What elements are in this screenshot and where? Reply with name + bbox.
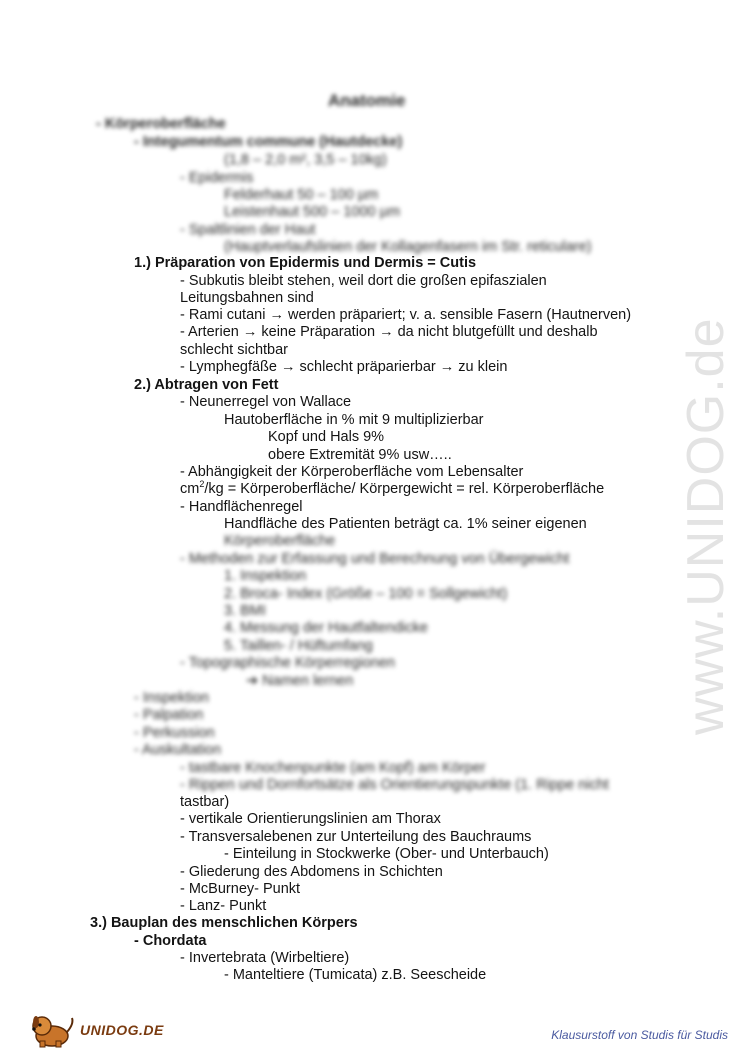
text-line: schlecht sichtbar (180, 342, 288, 358)
text-line: - vertikale Orientierungslinien am Thorax (180, 811, 441, 827)
text-line: - Inspektion (134, 690, 209, 706)
logo-text: UNIDOG.DE (80, 1022, 164, 1038)
text-line: Körperoberfläche (224, 533, 336, 549)
text-line: (1,8 – 2,0 m², 3,5 – 10kg) (224, 152, 387, 168)
text-line: - Rami cutani → werden präpariert; v. a. sensible Fasern (Hautnerven) (180, 307, 632, 323)
text-line: - Palpation (134, 707, 204, 723)
dog-mascot-icon (26, 1010, 82, 1050)
formula-rest: /kg = Körperoberfläche/ Körpergewicht = rel. Körperoberfläche (204, 481, 605, 497)
text-line: Leitungsbahnen sind (180, 290, 314, 306)
page-title: Anatomie (328, 91, 406, 110)
text-line: obere Extremität 9% usw….. (268, 447, 452, 463)
text-line: - Spaltlinien der Haut (180, 222, 316, 238)
text-line: 4. Messung der Hautfaltendicke (224, 620, 428, 636)
footer-tagline: Klausurstoff von Studis für Studis (551, 1028, 728, 1042)
text-line: - Arterien → keine Präparation → da nicht blutgefüllt und deshalb (180, 324, 598, 340)
text-line-formula (180, 481, 604, 498)
text-line: ➔ Namen lernen (246, 673, 354, 689)
text-line: Kopf und Hals 9% (268, 429, 385, 445)
text-line: Hautoberfläche in % mit 9 multiplizierbar (224, 412, 484, 428)
text-line: - Rippen und Dornfortsätze als Orientierungspunkte (1. Rippe nicht (180, 777, 609, 793)
text-line: 3. BMI (224, 603, 266, 619)
text-line: tastbar) (180, 794, 230, 810)
text-line: 2. Broca- Index (Größe – 100 = Sollgewicht) (224, 586, 508, 602)
heading-koerperoberflaeche: - Körperoberfläche (96, 116, 226, 132)
section-heading-3: 3.) Bauplan des menschlichen Körpers (90, 915, 358, 931)
text-line: - Neunerregel von Wallace (180, 394, 352, 410)
text-line: Felderhaut 50 – 100 µm (224, 187, 379, 203)
text-line: - Auskultation (134, 742, 222, 758)
unidog-logo[interactable] (26, 1010, 164, 1050)
text-line: - Gliederung des Abdomens in Schichten (180, 864, 443, 880)
text-line: - Transversalebenen zur Unterteilung des Bauchraums (180, 829, 532, 845)
text-line: - Topographische Körperregionen (180, 655, 395, 671)
text-line: - Handflächenregel (180, 499, 303, 515)
subheading-integumentum: - Integumentum commune (Hautdecke) (134, 134, 403, 150)
text-line: - Methoden zur Erfassung und Berechnung von Übergewicht (180, 551, 570, 567)
section-heading-2: 2.) Abtragen von Fett (134, 377, 279, 393)
text-line: - tastbare Knochenpunkte (am Kopf) am Körper (180, 760, 486, 776)
formula-superscript: 2 (199, 479, 205, 490)
watermark-text: www.UNIDOG.de (677, 317, 735, 735)
text-line: - Epidermis (180, 170, 254, 186)
text-line: 5. Taillen- / Hüftumfang (224, 638, 373, 654)
text-line: 1. Inspektion (224, 568, 307, 584)
text-line: - Subkutis bleibt stehen, weil dort die großen epifaszialen (180, 273, 547, 289)
text-line: - McBurney- Punkt (180, 881, 301, 897)
text-line: - Abhängigkeit der Körperoberfläche vom Lebensalter (180, 464, 524, 480)
watermark (676, 270, 736, 740)
section-heading-1: 1.) Präparation von Epidermis und Dermis = Cutis (134, 255, 477, 271)
text-line: - Lanz- Punkt (180, 898, 267, 914)
text-line: - Lymphegfäße → schlecht präparierbar → zu klein (180, 359, 508, 375)
subheading-chordata: - Chordata (134, 933, 207, 949)
text-line: - Einteilung in Stockwerke (Ober- und Unterbauch) (224, 846, 549, 862)
text-line: - Invertebrata (Wirbeltiere) (180, 950, 350, 966)
text-line: - Perkussion (134, 725, 215, 741)
text-line: Leistenhaut 500 – 1000 µm (224, 204, 401, 220)
formula-unit: cm (180, 481, 200, 497)
text-line: Handfläche des Patienten beträgt ca. 1% seiner eigenen (224, 516, 587, 532)
text-line: (Hauptverlaufslinien der Kollagenfasern im Str. reticulare) (224, 239, 592, 255)
text-line: - Manteltiere (Tumicata) z.B. Seescheide (224, 967, 487, 983)
